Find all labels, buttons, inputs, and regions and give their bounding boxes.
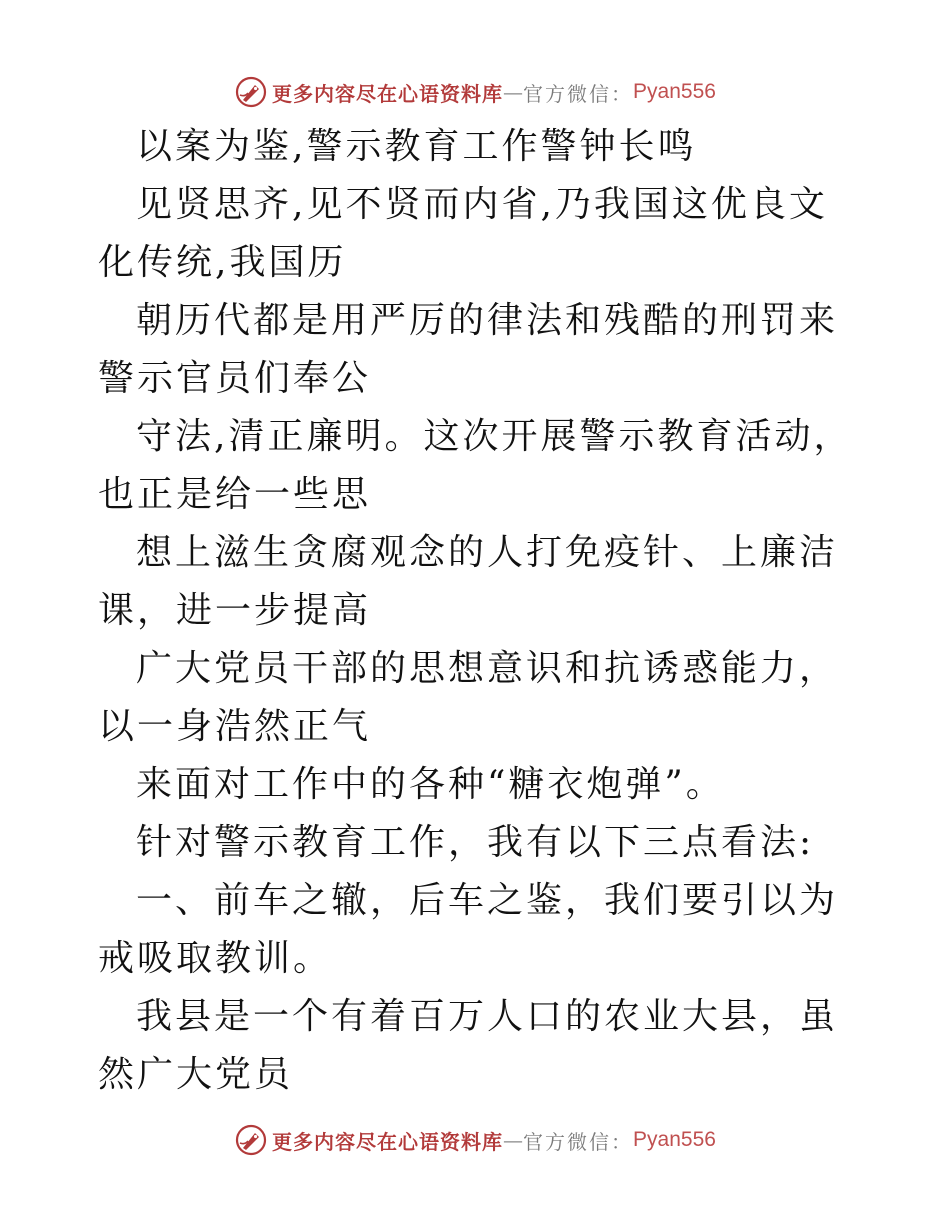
paragraph: 针对警示教育工作，我有以下三点看法:: [136, 822, 815, 863]
paragraph: 广大党员干部的思想意识和抗诱惑能力，以一身浩然正气: [98, 648, 839, 747]
paragraph: 守法,清正廉明。这次开展警示教育活动，也正是给一些思: [98, 416, 853, 515]
banner-separator: —: [503, 1128, 524, 1152]
document-body: [98, 118, 858, 1104]
paragraph-title: 以案为鉴,警示教育工作警钟长鸣: [136, 126, 697, 167]
wechat-id-text: Pyan556: [633, 80, 716, 103]
pen-nib-circle-icon: [234, 1123, 268, 1157]
header-banner: [0, 72, 950, 112]
site-name-text: 更多内容尽在心语资料库: [272, 1129, 504, 1154]
paragraph: 来面对工作中的各种“糖衣炮弹”。: [136, 764, 725, 805]
paragraph: 见贤思齐,见不贤而内省,乃我国这优良文化传统,我国历: [98, 184, 828, 283]
official-account-label: 官方微信：: [523, 1129, 634, 1154]
banner-separator: —: [503, 80, 524, 104]
footer-banner: [0, 1120, 950, 1160]
official-account-label: 官方微信：: [523, 81, 634, 106]
paragraph: 我县是一个有着百万人口的农业大县，虽然广大党员: [98, 996, 839, 1095]
paragraph: 朝历代都是用严厉的律法和残酷的刑罚来警示官员们奉公: [98, 300, 839, 399]
paragraph: 想上滋生贪腐观念的人打免疫针、上廉洁课，进一步提高: [98, 532, 839, 631]
pen-nib-circle-icon: [234, 75, 268, 109]
paragraph: 一、前车之辙，后车之鉴，我们要引以为戒吸取教训。: [98, 880, 839, 979]
site-name-text: 更多内容尽在心语资料库: [272, 81, 504, 106]
wechat-id-text: Pyan556: [633, 1128, 716, 1151]
